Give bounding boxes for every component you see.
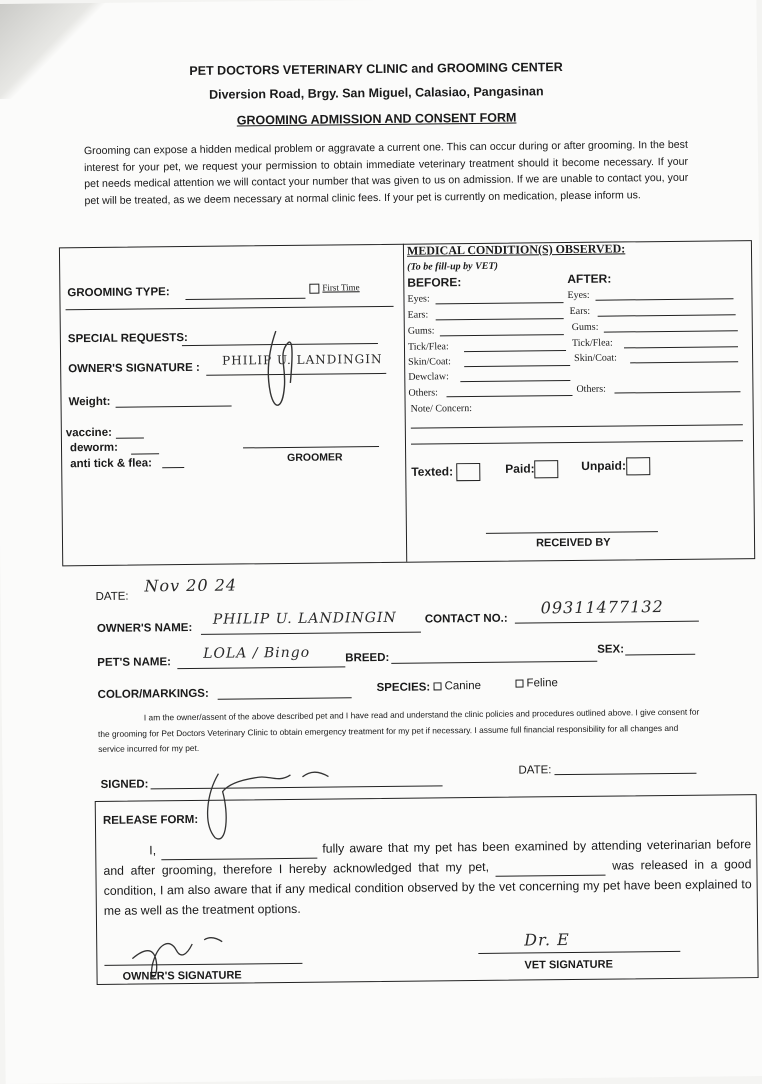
grooming-type-label: GROOMING TYPE: — [67, 286, 170, 300]
deworm-label: deworm: — [69, 441, 119, 455]
owner-signature-value: PHILIP U. LANDINGIN — [222, 351, 383, 368]
feline-option[interactable] — [515, 677, 557, 689]
note-concern-label: Note/ Concern: — [410, 403, 473, 415]
feline-checkbox[interactable] — [515, 679, 523, 687]
color-markings-field[interactable] — [218, 697, 352, 699]
vaccine-label: vaccine: — [65, 426, 112, 440]
vet-signature-label: VET SIGNATURE — [524, 958, 613, 972]
contact-label: CONTACT NO.: — [424, 612, 508, 626]
species-label: SPECIES: — [376, 681, 431, 695]
clinic-name: PET DOCTORS VETERINARY CLINIC and GROOMING CENTER — [189, 60, 563, 78]
before-eyes-label: Eyes: — [407, 293, 430, 305]
sex-field[interactable] — [625, 654, 695, 656]
color-markings-label: COLOR/MARKINGS: — [97, 687, 209, 701]
release-text — [103, 834, 752, 921]
intro-paragraph: Grooming can expose a hidden medical problem or aggravate a current one. This can occur during or after grooming. In the best interest for your pet, we request your permission to obtain immediate veterinary treatment should it become necessary. If your pet needs medical attention we will contact your number that was given to us on admission. If we are unable to contact you, your pet will be treated, as we deem necessary at normal clinic fees. If your pet is currently on medication, please inform us. — [83, 138, 689, 207]
canine-checkbox[interactable] — [433, 682, 441, 690]
consent-date-label: DATE: — [518, 764, 552, 777]
owner-name-value[interactable]: PHILIP U. LANDINGIN — [212, 609, 397, 628]
canine-label: Canine — [444, 679, 482, 693]
special-requests-label: SPECIAL REQUESTS: — [67, 332, 188, 346]
form-title: GROOMING ADMISSION AND CONSENT FORM — [236, 110, 517, 128]
before-ears-label: Ears: — [407, 309, 429, 321]
paid-checkbox[interactable] — [535, 460, 559, 478]
unpaid-label: Unpaid: — [581, 458, 626, 474]
pet-name-value[interactable]: LOLA / Bingo — [203, 644, 311, 662]
after-gums-label: Gums: — [571, 321, 599, 333]
after-label: AFTER: — [567, 271, 612, 287]
breed-label: BREED: — [345, 651, 390, 665]
texted-checkbox[interactable] — [456, 463, 480, 481]
vet-signature-value: Dr. E — [524, 930, 570, 950]
release-title: RELEASE FORM: — [102, 813, 199, 827]
first-time-checkbox[interactable] — [309, 284, 319, 294]
before-label: BEFORE: — [407, 275, 462, 290]
after-ears-label: Ears: — [569, 305, 591, 318]
owner-signature-label: OWNER'S SIGNATURE : — [68, 361, 200, 376]
received-by-label: RECEIVED BY — [535, 536, 611, 550]
signed-label: SIGNED: — [100, 778, 149, 791]
after-skincoat-label: Skin/Coat: — [574, 352, 617, 364]
consent-text: I am the owner/assent of the above described pet and I have read and understand the clinic policies and procedures outlined above. I give consent for the grooming for Pet Doctors Veterinary Clinic to obtain emergency treatment for my pet if necessary. I assume full financial responsibility for all changes and service incurred for my pet. — [97, 706, 700, 754]
pet-name-line — [177, 666, 345, 669]
consent-date-field[interactable] — [554, 773, 696, 775]
unpaid-option[interactable] — [581, 457, 650, 476]
feline-label: Feline — [526, 677, 558, 690]
unpaid-checkbox[interactable] — [626, 457, 650, 475]
after-others-label: Others: — [576, 383, 606, 395]
before-others-label: Others: — [408, 387, 438, 399]
contact-line — [515, 621, 699, 624]
contact-value[interactable]: 09311477132 — [540, 597, 664, 618]
clinic-address: Diversion Road, Brgy. San Miguel, Calasiao, Pangasinan — [208, 84, 544, 102]
release-owner-name-field[interactable] — [161, 847, 317, 861]
medical-title: MEDICAL CONDITION(S) OBSERVED: — [406, 241, 626, 258]
before-skincoat-label: Skin/Coat: — [408, 356, 451, 368]
owner-name-line — [201, 632, 421, 635]
anti-tick-label: anti tick & flea: — [70, 457, 153, 471]
owner-name-label: OWNER'S NAME: — [96, 621, 193, 635]
sex-label: SEX: — [597, 643, 625, 656]
date-label: DATE: — [95, 590, 129, 603]
medical-subtitle: (To be fill-up by VET) — [407, 260, 498, 273]
paid-label: Paid: — [505, 461, 535, 476]
before-dewclaw-label: Dewclaw: — [408, 371, 449, 383]
before-tickflea-label: Tick/Flea: — [407, 341, 449, 353]
date-value[interactable]: Nov 20 24 — [144, 575, 238, 596]
weight-label: Weight: — [68, 395, 111, 409]
after-eyes-label: Eyes: — [567, 289, 590, 302]
paid-option[interactable] — [505, 460, 559, 479]
before-gums-label: Gums: — [407, 325, 435, 337]
release-owner-signature-label: OWNER'S SIGNATURE — [122, 969, 242, 983]
first-time-label: First Time — [322, 282, 360, 293]
release-text-i: I, — [149, 843, 157, 858]
owner-signature-scribble — [248, 323, 309, 416]
breed-field[interactable] — [391, 661, 597, 664]
groomer-label: GROOMER — [287, 451, 343, 464]
texted-option[interactable] — [411, 463, 480, 482]
page-corner-fold — [0, 3, 115, 99]
release-text-middle: fully aware that my pet has been examined by attending veterinarian before and after grooming, therefore I hereby acknowledged that my pet, — [103, 837, 752, 878]
first-time-option[interactable] — [309, 282, 359, 293]
texted-label: Texted: — [411, 464, 454, 479]
release-text-end: was released in a good condition, I am also aware that if any medical condition observed by the vet concerning my pet have been explained to me as well as the treatment options. — [103, 857, 752, 918]
pet-name-label: PET'S NAME: — [97, 656, 171, 669]
anti-tick-field[interactable] — [162, 467, 184, 468]
release-pet-name-field[interactable] — [496, 864, 606, 877]
after-tickflea-label: Tick/Flea: — [571, 337, 613, 349]
canine-option[interactable] — [433, 680, 481, 692]
